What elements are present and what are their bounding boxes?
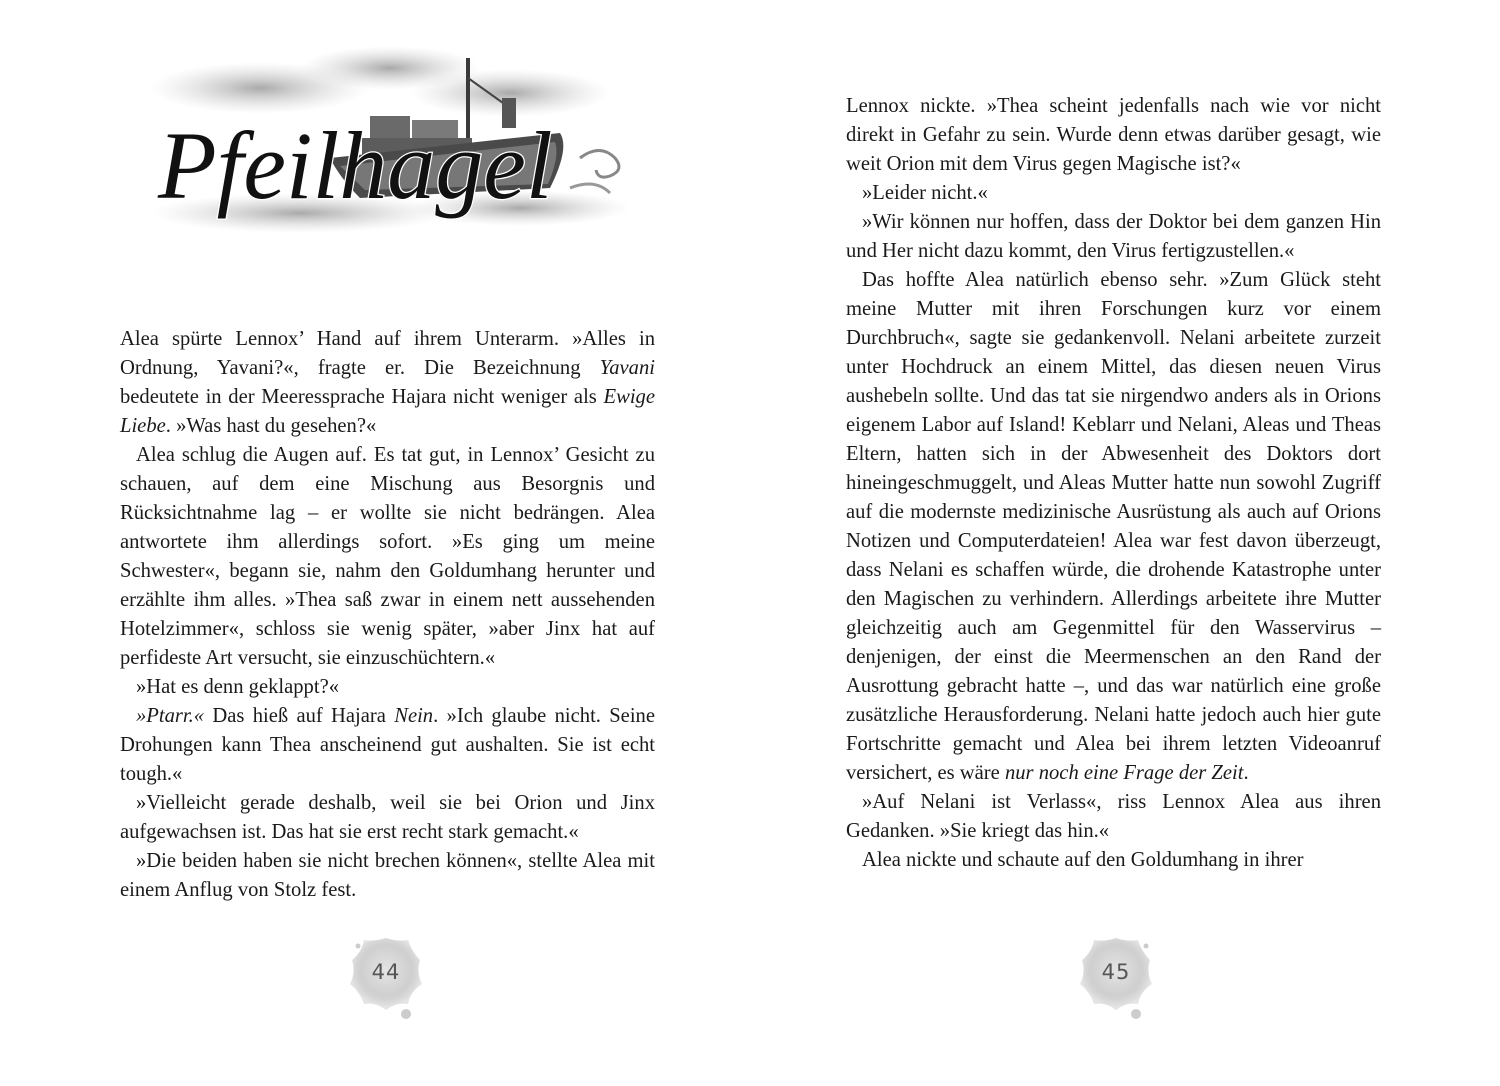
ship-illustration bbox=[140, 38, 640, 248]
paragraph bbox=[846, 788, 1381, 846]
paragraph bbox=[846, 208, 1381, 266]
text-segment: »Leider nicht.« bbox=[862, 182, 988, 204]
chapter-title: Pfeilhagel bbox=[158, 112, 553, 219]
italic-text: Ewige Liebe bbox=[120, 386, 655, 437]
text-segment: »Vielleicht gerade deshalb, weil sie bei Orion und Jinx aufgewachsen ist. Das hat sie erst recht stark gemacht.« bbox=[120, 792, 655, 843]
text-segment: »Hat es denn geklappt?« bbox=[136, 676, 340, 698]
text-segment: »Wir können nur hoffen, dass der Doktor bei dem ganzen Hin und Her nicht dazu kommt, den Virus fertigzustellen.« bbox=[846, 211, 1381, 262]
italic-text: »Ptarr.« bbox=[136, 705, 205, 727]
paragraph bbox=[120, 673, 655, 702]
text-segment: »Auf Nelani ist Verlass«, riss Lennox Alea aus ihren Gedanken. »Sie kriegt das hin.« bbox=[846, 791, 1381, 842]
text-segment: Alea schlug die Augen auf. Es tat gut, in Lennox’ Gesicht zu schauen, auf dem eine Mischung aus Besorgnis und Rücksichtnahme lag – er wollte sie nicht bedrängen. Alea antwortete ihm allerdings sofort. »Es ging um meine Schwester«, begann sie, nahm den Goldumhang herunter und erzählte ihm alles. »Thea saß zwar in einem nett aussehenden Hotelzimmer«, schloss sie wenig später, »aber Jinx hat auf perfideste Art versucht, sie einzuschüchtern.« bbox=[120, 444, 655, 669]
text-segment: Das hoffte Alea natürlich ebenso sehr. »Zum Glück steht meine Mutter mit ihren Forschungen kurz vor einem Durchbruch«, sagte sie gedankenvoll. Nelani arbeitete zurzeit unter Hochdruck an einem Mittel, das diesen neuen Virus aushebeln sollte. Und das tat sie nirgendwo anders als in Orions eigenem Labor auf Island! Keblarr und Nelani, Aleas und Theas Eltern, hatten sich in der Abwesenheit des Doktors dort hineingeschmuggelt, und Aleas Mutter hatte nun sowohl Zugriff auf die modernste medizinische Ausrüstung als auch auf Orions Notizen und Computerdateien! Alea war fest davon überzeugt, dass Nelani es schaffen würde, die drohende Katastrophe unter den Magischen zu verhindern. Allerdings arbeitete ihre Mutter gleichzeitig auch am Gegenmittel für den Wasservirus – denjenigen, der einst die Meermenschen an den Rand der Ausrottung gebracht hatte –, und das war natürlich eine große zusätzliche Herausforderung. Nelani hatte jedoch auch hier gute Fortschritte gemacht und Alea bei ihrem letzten Videoanruf versichert, es wäre bbox=[846, 269, 1381, 784]
page-number-left-label: 44 bbox=[371, 960, 401, 984]
text-segment: Das hieß auf Hajara bbox=[204, 705, 395, 727]
paragraph bbox=[846, 92, 1381, 179]
paragraph bbox=[120, 702, 655, 789]
text-segment: bedeutete in der Meeressprache Hajara nicht weniger als bbox=[120, 386, 604, 408]
italic-text: Yavani bbox=[599, 357, 655, 379]
text-segment: »Die beiden haben sie nicht brechen können«, stellte Alea mit einem Anflug von Stolz fest. bbox=[120, 850, 655, 901]
right-page bbox=[750, 0, 1500, 1086]
text-segment: Alea nickte und schaute auf den Goldumhang in ihrer bbox=[862, 849, 1304, 871]
page-number-right-label: 45 bbox=[1101, 960, 1131, 984]
page-number-left bbox=[346, 932, 426, 1022]
page-number-right bbox=[1076, 932, 1156, 1022]
paragraph bbox=[120, 847, 655, 905]
paragraph bbox=[120, 325, 655, 441]
paragraph bbox=[846, 846, 1381, 875]
italic-text: Nein bbox=[394, 705, 434, 727]
chapter-header-illustration bbox=[140, 38, 640, 248]
paragraph bbox=[120, 441, 655, 673]
paragraph bbox=[846, 179, 1381, 208]
text-segment: . »Ich glaube nicht. Seine Drohungen kann Thea anscheinend gut aushalten. Sie ist echt tough.« bbox=[120, 705, 655, 785]
text-segment: Lennox nickte. »Thea scheint jedenfalls nach wie vor nicht direkt in Gefahr zu sein. Wurde denn etwas darüber gesagt, wie weit Orion mit dem Virus gegen Magische ist?« bbox=[846, 95, 1381, 175]
paragraph bbox=[120, 789, 655, 847]
text-segment: Alea spürte Lennox’ Hand auf ihrem Unterarm. »Alles in Ordnung, Yavani?«, fragte er. Die Bezeichnung bbox=[120, 328, 655, 379]
left-body-text bbox=[120, 325, 655, 905]
paragraph bbox=[846, 266, 1381, 788]
right-body-text bbox=[846, 92, 1381, 875]
text-segment: . »Was hast du gesehen?« bbox=[165, 415, 377, 437]
text-segment: . bbox=[1243, 762, 1249, 784]
italic-text: nur noch eine Frage der Zeit bbox=[1004, 762, 1244, 784]
